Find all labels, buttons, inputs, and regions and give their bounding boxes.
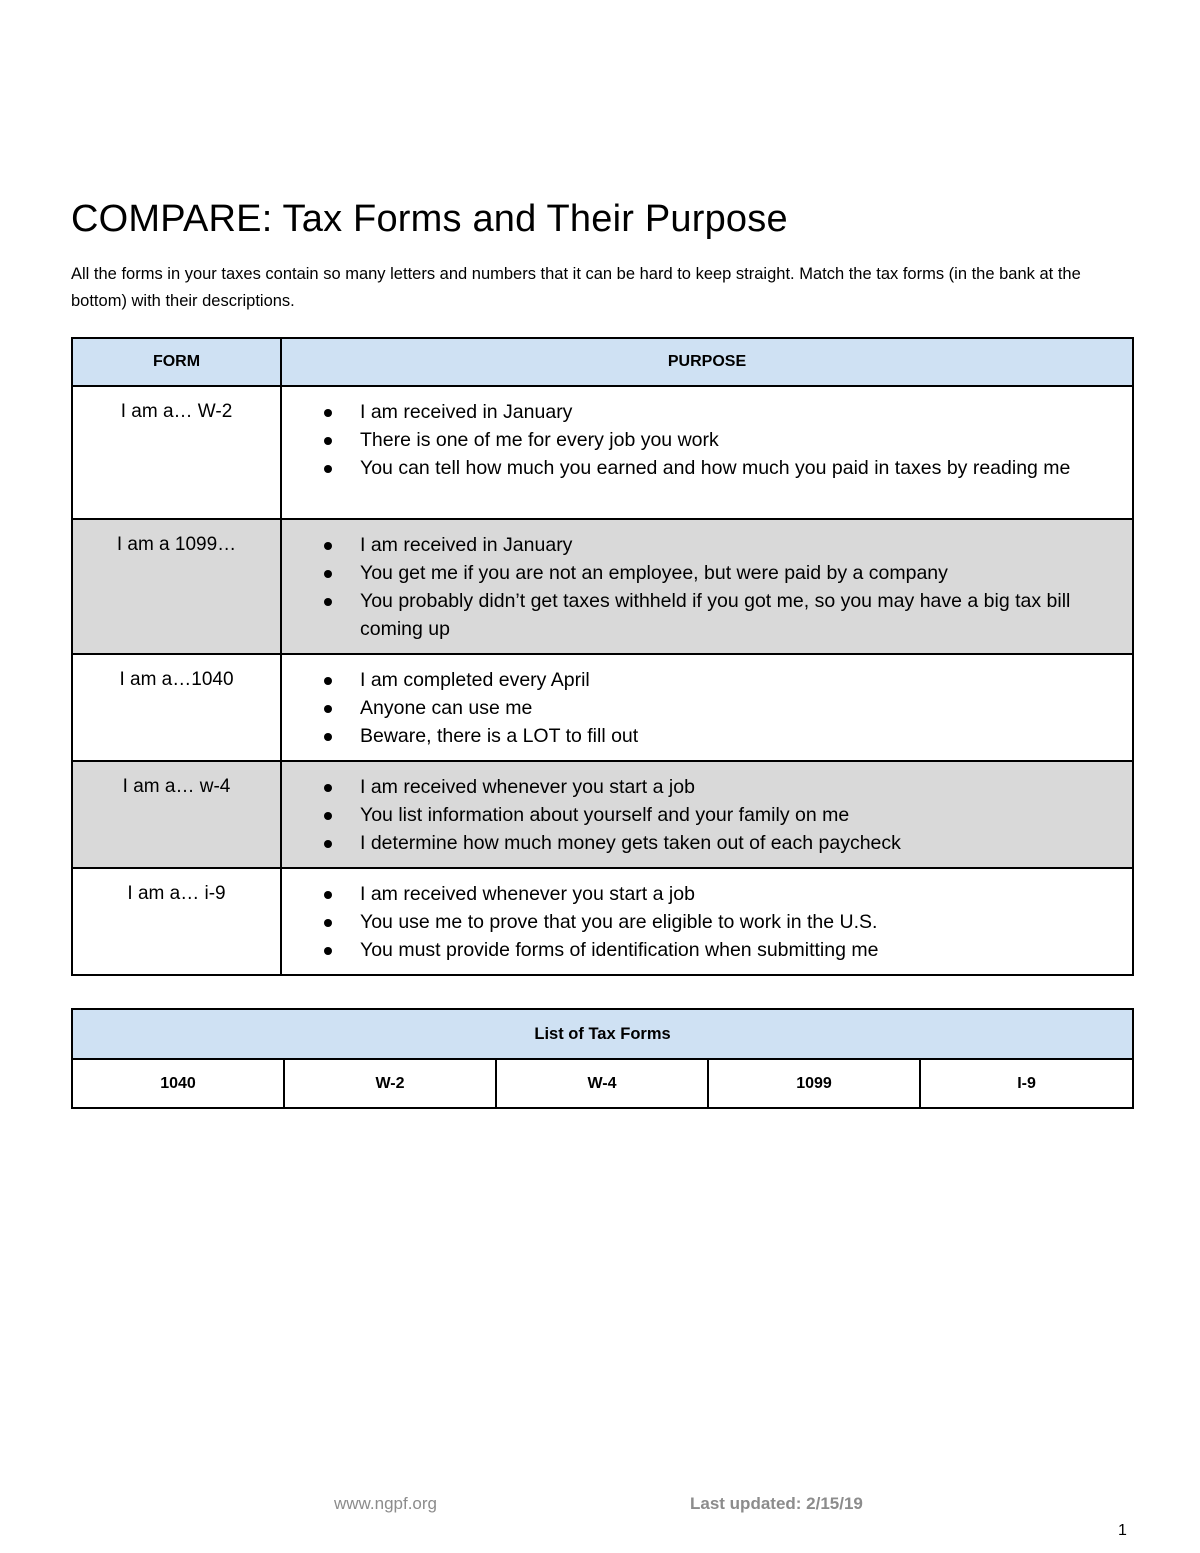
page-number: 1 [1118, 1522, 1127, 1539]
intro-text: All the forms in your taxes contain so many letters and numbers that it can be hard to keep straight. Match the tax forms (in the bank at the bottom) with their descriptions. [71, 265, 1081, 310]
purpose-item: You use me to prove that you are eligible to work in the U.S. [324, 908, 1122, 936]
form-cell: I am a… W-2 [72, 386, 281, 519]
purpose-item: You probably didn’t get taxes withheld if you got me, so you may have a big tax bill coming up [324, 587, 1122, 643]
purpose-item: I am received whenever you start a job [324, 773, 1122, 801]
form-column-header: FORM [72, 338, 281, 386]
form-purpose-table [71, 337, 1134, 976]
form-cell: I am a… w-4 [72, 761, 281, 868]
table-row [72, 386, 1133, 519]
purpose-item: There is one of me for every job you work [324, 426, 1122, 454]
table-row [72, 868, 1133, 975]
bank-title: List of Tax Forms [72, 1009, 1133, 1059]
purpose-item: I am received in January [324, 531, 1122, 559]
table-row [72, 761, 1133, 868]
table-header-row [72, 338, 1133, 386]
purpose-cell [281, 386, 1133, 519]
bank-item: I-9 [920, 1059, 1133, 1108]
purpose-cell [281, 519, 1133, 654]
purpose-list [324, 880, 1122, 964]
purpose-cell [281, 654, 1133, 761]
purpose-item: I am received in January [324, 398, 1122, 426]
bank-header-row [72, 1009, 1133, 1059]
purpose-list [324, 398, 1122, 482]
form-cell: I am a…1040 [72, 654, 281, 761]
bank-items-row [72, 1059, 1133, 1108]
purpose-column-header: PURPOSE [281, 338, 1133, 386]
purpose-item: You get me if you are not an employee, but were paid by a company [324, 559, 1122, 587]
purpose-cell [281, 868, 1133, 975]
purpose-item: You can tell how much you earned and how much you paid in taxes by reading me [324, 454, 1122, 482]
purpose-item: I am completed every April [324, 666, 1122, 694]
form-cell: I am a 1099… [72, 519, 281, 654]
bank-item: W-2 [284, 1059, 496, 1108]
form-cell: I am a… i-9 [72, 868, 281, 975]
page-title: COMPARE: Tax Forms and Their Purpose [71, 198, 788, 240]
table-row [72, 519, 1133, 654]
purpose-item: Beware, there is a LOT to fill out [324, 722, 1122, 750]
purpose-item: You must provide forms of identification when submitting me [324, 936, 1122, 964]
footer-website-link[interactable]: www.ngpf.org [334, 1494, 437, 1513]
footer-last-updated: Last updated: 2/15/19 [690, 1494, 863, 1513]
purpose-cell [281, 761, 1133, 868]
purpose-item: I am received whenever you start a job [324, 880, 1122, 908]
bank-item: W-4 [496, 1059, 708, 1108]
purpose-item: Anyone can use me [324, 694, 1122, 722]
purpose-item: I determine how much money gets taken out of each paycheck [324, 829, 1122, 857]
purpose-list [324, 666, 1122, 750]
bank-item: 1040 [72, 1059, 284, 1108]
purpose-list [324, 773, 1122, 857]
bank-item: 1099 [708, 1059, 920, 1108]
tax-forms-bank-table [71, 1008, 1134, 1109]
purpose-item: You list information about yourself and your family on me [324, 801, 1122, 829]
table-row [72, 654, 1133, 761]
purpose-list [324, 531, 1122, 643]
